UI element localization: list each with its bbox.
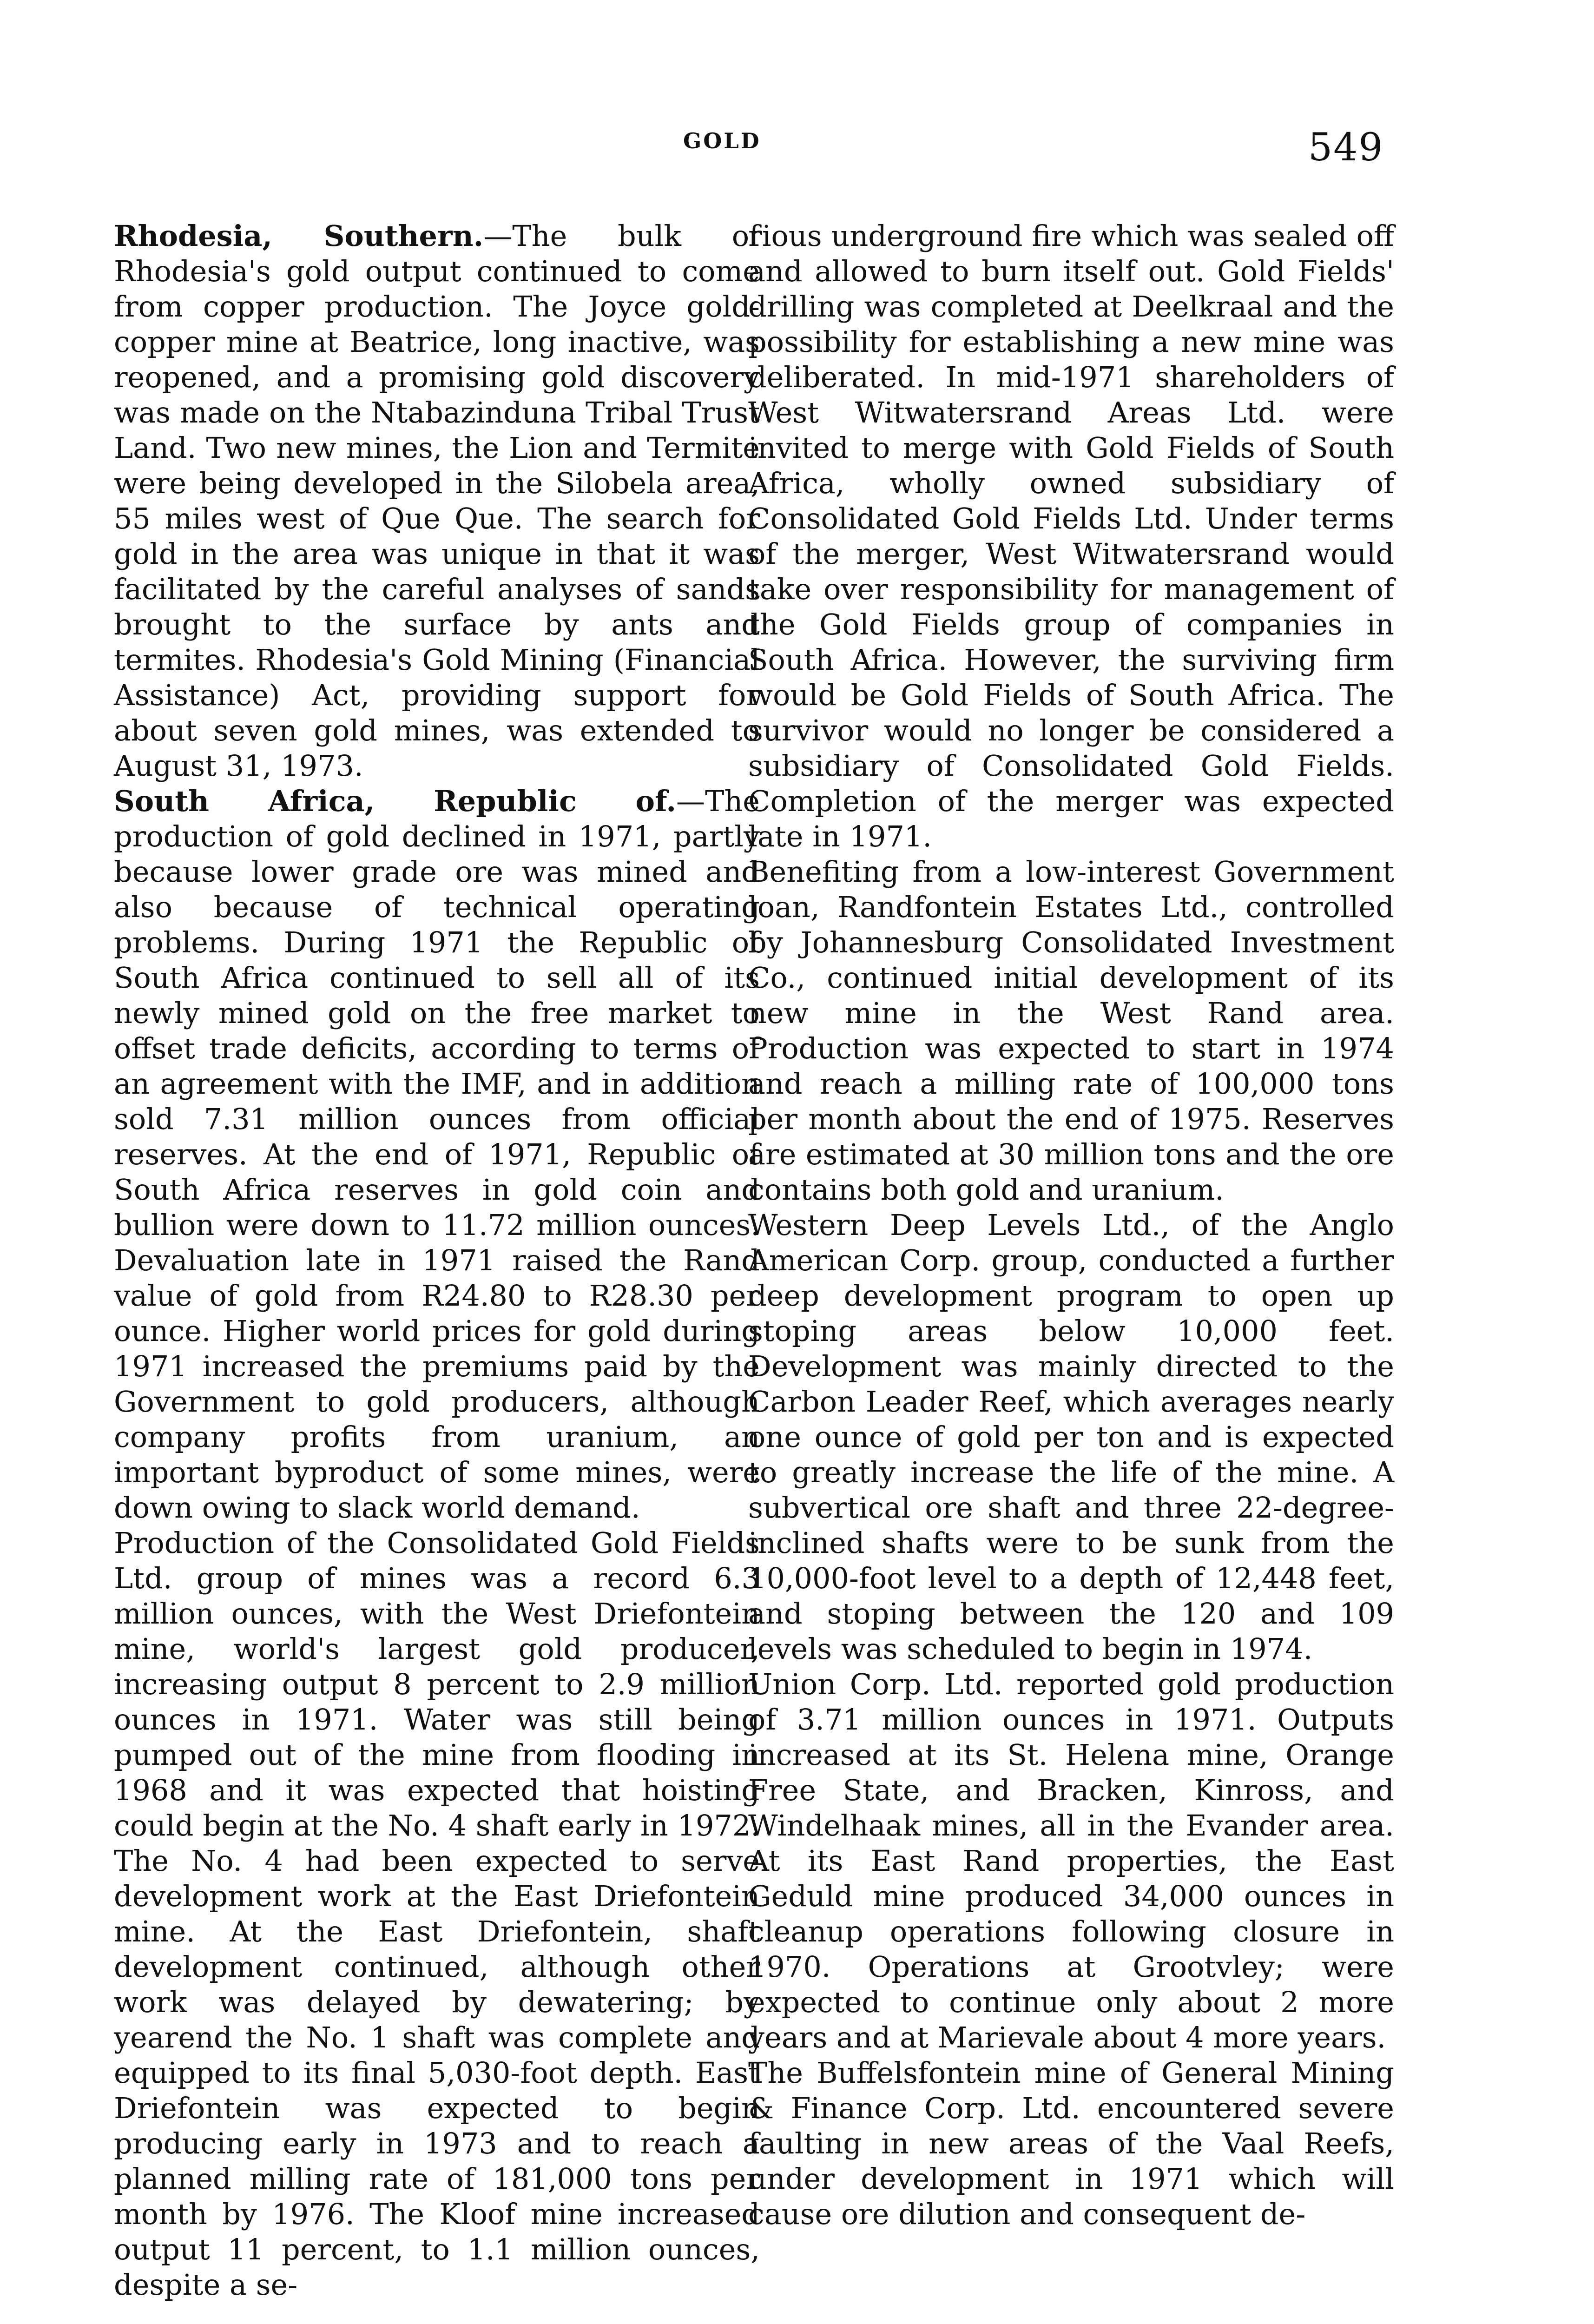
paragraph-south-africa <box>114 784 760 1525</box>
paragraph-rhodesia <box>114 218 760 784</box>
left-column <box>114 218 760 2303</box>
section-heading-rhodesia: Rhodesia, Southern. <box>114 219 484 253</box>
paragraph-western-deep-levels: Western Deep Levels Ltd., of the Anglo American Corp. group, conducted a further deep development program to open up stoping areas below 10,000 feet. Development was mainly directed to the Carbon Leader Reef, which averages nearly one ounce of gold per ton and is expected to greatly increase the life of the mine. A subvertical ore shaft and three 22-degree-inclined shafts were to be sunk from the 10,000-foot level to a depth of 12,448 feet, and stoping between the 120 and 109 levels was scheduled to begin in 1974. <box>748 1208 1394 1666</box>
running-header-title: GOLD <box>683 128 761 153</box>
paragraph-text: —The production of gold declined in 1971, partly because lower grade ore was mined and also because of technical operating problems. During 1971 the Republic of South Africa continued to sell all of its newly mined gold on the free market to offset trade deficits, according to terms of an agreement with the IMF, and in addition sold 7.31 million ounces from official reserves. At the end of 1971, Republic of South Africa reserves in gold coin and bullion were down to 11.72 million ounces. Devaluation late in 1971 raised the Rand value of gold from R24.80 to R28.30 per ounce. Higher world prices for gold during 1971 increased the premiums paid by the Government to gold producers, although company profits from uranium, an important byproduct of some mines, were down owing to slack world demand. <box>114 784 760 1525</box>
paragraph-union-corp: Union Corp. Ltd. reported gold production of 3.71 million ounces in 1971. Outputs increased at its St. Helena mine, Orange Free State, and Bracken, Kinross, and Windelhaak mines, all in the Evander area. At its East Rand properties, the East Geduld mine produced 34,000 ounces in cleanup operations following closure in 1970. Operations at Grootvley; were expected to continue only about 2 more years and at Marievale about 4 more years. <box>748 1667 1394 2054</box>
paragraph-consolidated-gold-fields: Production of the Consolidated Gold Fields Ltd. group of mines was a record 6.3 million ounces, with the West Driefontein mine, world's largest gold producer, increasing output 8 percent to 2.9 million ounces in 1971. Water was still being pumped out of the mine from flooding in 1968 and it was expected that hoisting could begin at the No. 4 shaft early in 1972. The No. 4 had been expected to serve development work at the East Driefontein mine. At the East Driefontein, shaft development continued, although other work was delayed by dewatering; by yearend the No. 1 shaft was complete and equipped to its final 5,030-foot depth. East Driefontein was expected to begin producing early in 1973 and to reach a planned milling rate of 181,000 tons per month by 1976. The Kloof mine increased output 11 percent, to 1.1 million ounces, despite a se- <box>114 1526 760 2302</box>
section-heading-south-africa: South Africa, Republic of. <box>114 784 677 818</box>
paragraph-text: —The bulk of Rhodesia's gold output continued to come from copper production. The Joyce gold-copper mine at Beatrice, long inactive, was reopened, and a promising gold discovery was made on the Ntabazinduna Tribal Trust Land. Two new mines, the Lion and Termite were being developed in the Silobela area, 55 miles west of Que Que. The search for gold in the area was unique in that it was facilitated by the careful analyses of sands brought to the surface by ants and termites. Rhodesia's Gold Mining (Financial Assistance) Act, providing support for about seven gold mines, was extended to August 31, 1973. <box>114 219 760 783</box>
right-column <box>748 218 1394 2232</box>
paragraph-kloof-continued: rious underground fire which was sealed off and allowed to burn itself out. Gold Fields' drilling was completed at Deelkraal and the possibility for establishing a new mine was deliberated. In mid-1971 shareholders of West Witwatersrand Areas Ltd. were invited to merge with Gold Fields of South Africa, wholly owned subsidiary of Consolidated Gold Fields Ltd. Under terms of the merger, West Witwatersrand would take over responsibility for management of the Gold Fields group of companies in South Africa. However, the surviving firm would be Gold Fields of South Africa. The survivor would no longer be considered a subsidiary of Consolidated Gold Fields. Completion of the merger was expected late in 1971. <box>748 219 1394 853</box>
page-number: 549 <box>1308 125 1384 170</box>
paragraph-buffelsfontein: The Buffelsfontein mine of General Mining & Finance Corp. Ltd. encountered severe faulting in new areas of the Vaal Reefs, under development in 1971 which will cause ore dilution and consequent de- <box>748 2056 1394 2231</box>
paragraph-randfontein: Benefiting from a low-interest Government loan, Randfontein Estates Ltd., controlled by Johannesburg Consolidated Investment Co., continued initial development of its new mine in the West Rand area. Production was expected to start in 1974 and reach a milling rate of 100,000 tons per month about the end of 1975. Reserves are estimated at 30 million tons and the ore contains both gold and uranium. <box>748 855 1394 1207</box>
